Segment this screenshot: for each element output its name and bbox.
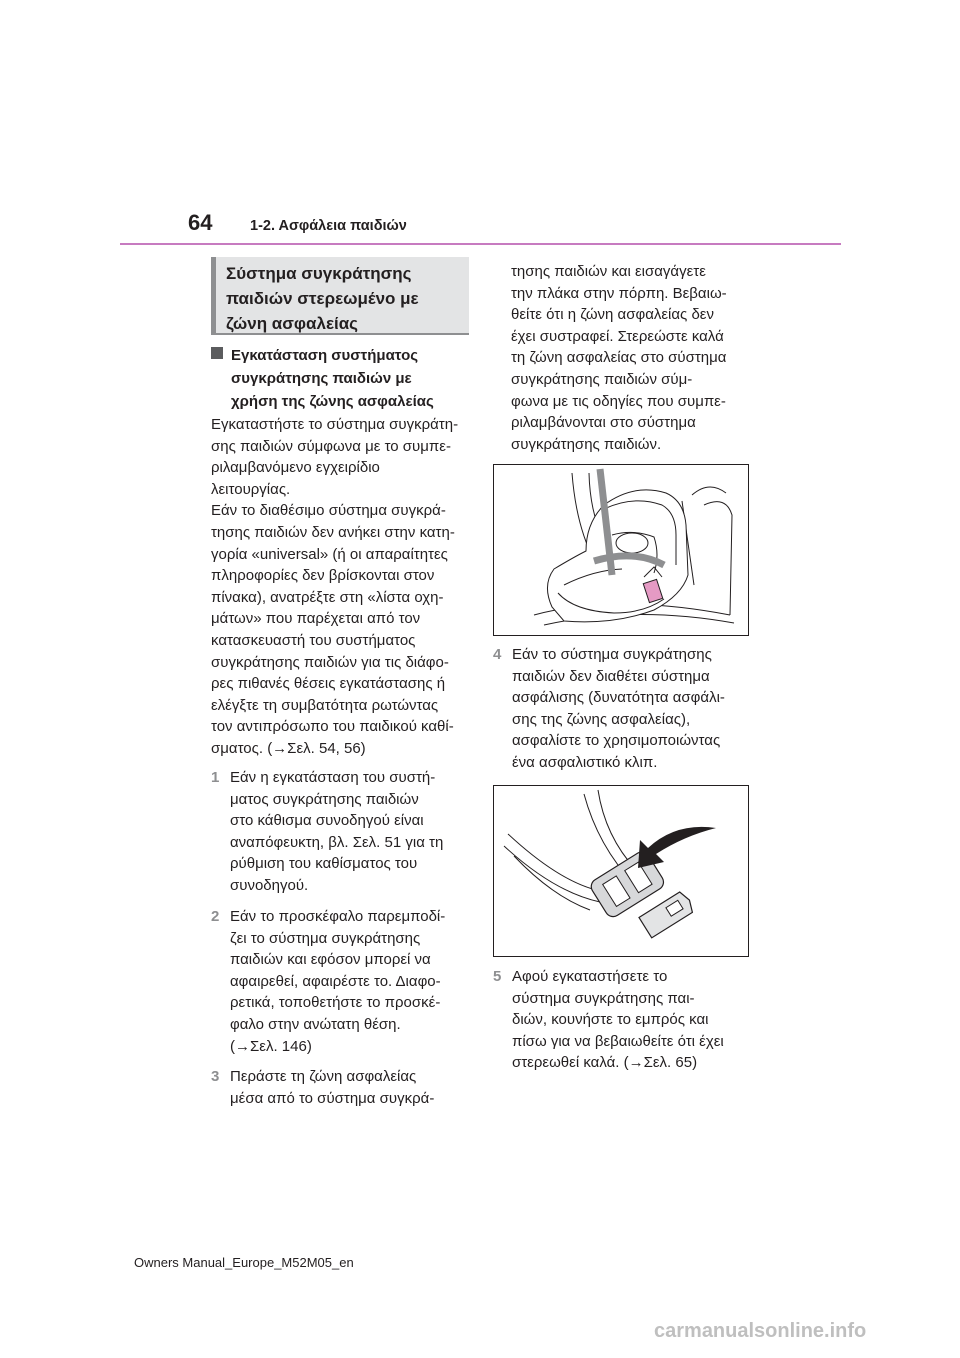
page-number: 64: [188, 210, 213, 235]
step-text: Αφού εγκαταστήσετε το σύστημα συγκράτησης παι- διών, κουνήστε το εμπρός και πίσω για να βεβαιωθείτε ότι έχει στερεωθεί καλά. (→Σελ. 65): [512, 968, 724, 1072]
square-bullet-icon: [211, 347, 223, 359]
watermark: carmanualsonline.info: [654, 1320, 867, 1342]
step-text: Εάν το σύστημα συγκράτησης παιδιών δεν διαθέτει σύστημα ασφάλισης (δυνατότητα ασφάλι- σης της ζώνης ασφαλείας), ασφαλίστε το χρησιμοποιώντας ένα ασφαλιστικό κλιπ.: [512, 646, 725, 771]
step-number: 1: [211, 769, 220, 786]
step-3-continued: τησης παιδιών και εισαγάγετε την πλάκα στην πόρπη. Βεβαιω- θείτε ότι η ζώνη ασφαλείας δεν έχει συστραφεί. Στερεώστε καλά τη ζώνη ασφαλείας στο σύστημα συγκράτησης παιδιών σύμ- φωνα με τις οδηγίες που συμπε- ριλαμβάνονται στο σύστημα συγκράτησης παιδιών.: [511, 263, 727, 453]
step-number: 2: [211, 908, 220, 925]
child-seat-drawing: [494, 465, 748, 635]
install-heading-text: Εγκατάσταση συστήματος συγκράτησης παιδιών με χρήση της ζώνης ασφαλείας: [231, 347, 434, 410]
locking-clip-drawing: [494, 786, 748, 956]
step-number: 5: [493, 968, 502, 985]
step-number: 3: [211, 1068, 220, 1085]
subsection-title: Σύστημα συγκράτησης παιδιών στερεωμένο με ζώνη ασφαλείας: [226, 264, 419, 333]
step-text: Εάν η εγκατάσταση του συστή- ματος συγκράτησης παιδιών στο κάθισμα συνοδηγού είναι αναπόφευκτη, βλ. Σελ. 51 για τη ρύθμιση του καθίσματος του συνοδηγού.: [230, 769, 444, 894]
subsection-title-box: [211, 257, 469, 335]
step-number: 4: [493, 646, 502, 663]
header-rule: [120, 243, 841, 245]
step-text: Εάν το προσκέφαλο παρεμποδί- ζει το σύστημα συγκράτησης παιδιών και εφόσον μπορεί να αφαιρεθεί, αφαιρέστε το. Διαφο- ρετικά, τοποθετήστε το προσκέ- φαλο στην ανώτατη θέση. (→Σελ. 146): [230, 908, 446, 1055]
locking-clip-illustration: [493, 785, 749, 957]
footer-text: Owners Manual_Europe_M52M05_en: [134, 1255, 354, 1270]
step-text: Περάστε τη ζώνη ασφαλείας μέσα από το σύστημα συγκρά-: [230, 1068, 435, 1107]
child-seat-illustration: [493, 464, 749, 636]
section-title: 1-2. Ασφάλεια παιδιών: [250, 218, 407, 234]
install-intro-paragraph: Εγκαταστήστε το σύστημα συγκράτη- σης παιδιών σύμφωνα με το συμπε- ριλαμβανόμενο εγχειρίδιο λειτουργίας. Εάν το διαθέσιμο σύστημα συγκρά- τησης παιδιών δεν ανήκει στην κατη- γορία «universal» (ή οι απαραίτητες πληροφορίες δεν βρίσκονται στον πίνακα), ανατρέξτε στη «λίστα οχη- μάτων» που παρέχεται από τον κατασκευαστή του συστήματος συγκράτησης παιδιών για τις διάφο- ρες πιθανές θέσεις εγκατάστασης ή ελέγξτε τη συμβατότητα ρωτώντας τον αντιπρόσωπο του παιδικού καθί- σματος. (→Σελ. 54, 56): [211, 416, 459, 757]
